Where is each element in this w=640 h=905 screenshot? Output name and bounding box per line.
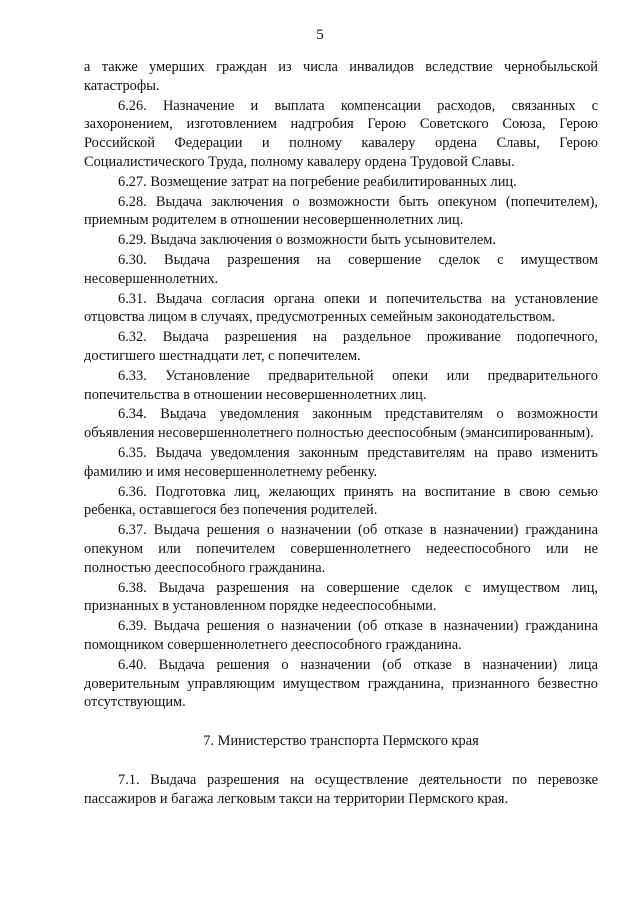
- page-number: 5: [316, 27, 324, 43]
- paragraph-6-28: 6.28. Выдача заключения о возможности быть опекуном (попечителем), приемным родителем в отношении несовершеннолетних лиц.: [84, 193, 598, 229]
- paragraph-6-30: 6.30. Выдача разрешения на совершение сделок с имуществом несовершеннолетних.: [84, 251, 598, 287]
- paragraph-6-31: 6.31. Выдача согласия органа опеки и попечительства на установление отцовства лицом в случаях, предусмотренных семейным законодательством.: [84, 290, 598, 326]
- paragraph-6-38: 6.38. Выдача разрешения на совершение сделок с имуществом лиц, признанных в установленном порядке недееспособными.: [84, 579, 598, 615]
- paragraph-6-34: 6.34. Выдача уведомления законным представителям о возможности объявления несовершеннолетнего полностью дееспособным (эмансипированным).: [84, 406, 598, 442]
- paragraph-6-39: 6.39. Выдача решения о назначении (об отказе в назначении) гражданина помощником совершеннолетнего дееспособного гражданина.: [84, 618, 598, 653]
- document-body: [84, 58, 598, 808]
- paragraph-6-36: 6.36. Подготовка лиц, желающих принять на воспитание в свою семью ребенка, оставшегося без попечения родителей.: [84, 483, 598, 519]
- paragraph-7-1: 7.1. Выдача разрешения на осуществление деятельности по перевозке пассажиров и багажа легковым такси на территории Пермского края.: [84, 771, 598, 807]
- paragraph-6-37: 6.37. Выдача решения о назначении (об отказе в назначении) гражданина опекуном или попечителем совершеннолетнего недееспособного или не полностью дееспособного гражданина.: [84, 522, 598, 576]
- paragraph-6-29: 6.29. Выдача заключения о возможности быть усыновителем.: [118, 232, 497, 249]
- paragraph-continuation: а также умерших граждан из числа инвалидов вследствие чернобыльской катастрофы.: [84, 59, 598, 94]
- paragraph-6-40: 6.40. Выдача решения о назначении (об отказе в назначении) лица доверительным управляющим имуществом гражданина, признанного безвестно отсутствующим.: [84, 656, 598, 711]
- paragraph-6-26: 6.26. Назначение и выплата компенсации расходов, связанных с захоронением, изготовлением надгробия Герою Советского Союза, Герою Российской Федерации и полному кавалеру ордена Славы, Герою Социалистического Труда, полному кавалеру ордена Трудовой Славы.: [84, 97, 598, 170]
- paragraph-6-33: 6.33. Установление предварительной опеки или предварительного попечительства в отношении несовершеннолетних лиц.: [84, 367, 598, 403]
- paragraph-6-32: 6.32. Выдача разрешения на раздельное проживание подопечного, достигшего шестнадцати лет, с попечителем.: [84, 329, 598, 364]
- paragraph-6-35: 6.35. Выдача уведомления законным представителям на право изменить фамилию и имя несовершеннолетнему ребенку.: [84, 444, 598, 480]
- section-heading: 7. Министерство транспорта Пермского края: [203, 733, 479, 750]
- paragraph-6-27: 6.27. Возмещение затрат на погребение реабилитированных лиц.: [118, 173, 517, 190]
